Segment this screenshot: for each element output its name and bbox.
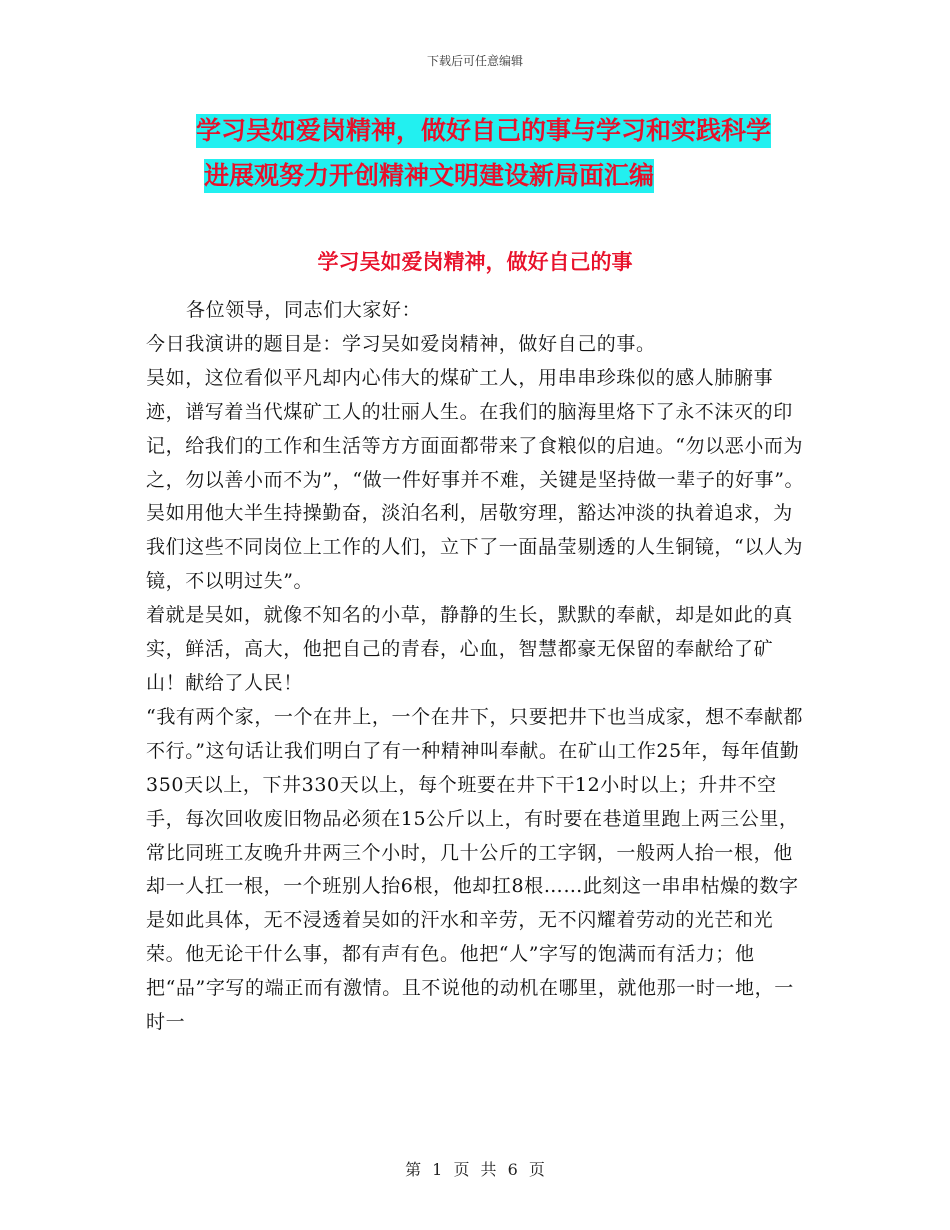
page-number: 第 1 页 共 6 页 xyxy=(405,1160,545,1179)
paragraph: 着就是吴如，就像不知名的小草，静静的生长，默默的奉献，却是如此的真实，鲜活，高大，他把自己的青春，心血，智慧都豪无保留的奉献给了矿山！献给了人民！ xyxy=(146,604,793,694)
paragraph: 吴如，这位看似平凡却内心伟大的煤矿工人，用串串珍珠似的感人肺腑事迹，谱写着当代煤矿工人的壮丽人生。在我们的脑海里烙下了永不沫灭的印记，给我们的工作和生活等方方面面都带来了食粮似的启迪。“勿以恶小而为之，勿以善小而不为”，“做一件好事并不难，关键是坚持做一辈子的好事”。吴如用他大半生持操勤奋，淡泊名利，居敬穷理，豁达冲淡的执着追求，为我们这些不同岗位上工作的人们，立下了一面晶莹剔透的人生铜镜，“以人为镜，不以明过失”。 xyxy=(146,366,805,593)
header-note: 下载后可任意编辑 xyxy=(426,54,523,68)
paragraph: “我有两个家，一个在井上，一个在井下，只要把井下也当成家，想不奉献都不行。”这句话让我们明白了有一种精神叫奉献。在矿山工作25年，每年值勤350天以上，下井330天以上，每个班要在井下干12小时以上；升井不空手，每次回收废旧物品必须在15公斤以上，有时要在巷道里跑上两三公里，常比同班工友晚升井两三个小时，几十公斤的工字钢，一般两人抬一根，他却一人扛一根，一个班别人抬6根，他却扛8根……此刻这一串串枯燥的数字是如此具体，无不浸透着吴如的汗水和辛劳，无不闪耀着劳动的光芒和光荣。他无论干什么事，都有声有色。他把“人”字写的饱满而有活力；他把“品”字写的端正而有激情。且不说他的动机在哪里，就他那一时一地，一时一 xyxy=(146,705,804,1034)
document-title xyxy=(170,108,820,198)
title-line-1: 学习吴如爱岗精神，做好自己的事与学习和实践科学 xyxy=(196,114,771,148)
body-text xyxy=(146,294,810,1040)
title-line-2: 进展观努力开创精神文明建设新局面汇编 xyxy=(204,159,654,193)
paragraph-topic: 今日我演讲的题目是：学习吴如爱岗精神，做好自己的事。 xyxy=(146,332,656,355)
section-title: 学习吴如爱岗精神，做好自己的事 xyxy=(317,250,633,274)
paragraph-greeting: 各位领导，同志们大家好： xyxy=(186,299,422,321)
